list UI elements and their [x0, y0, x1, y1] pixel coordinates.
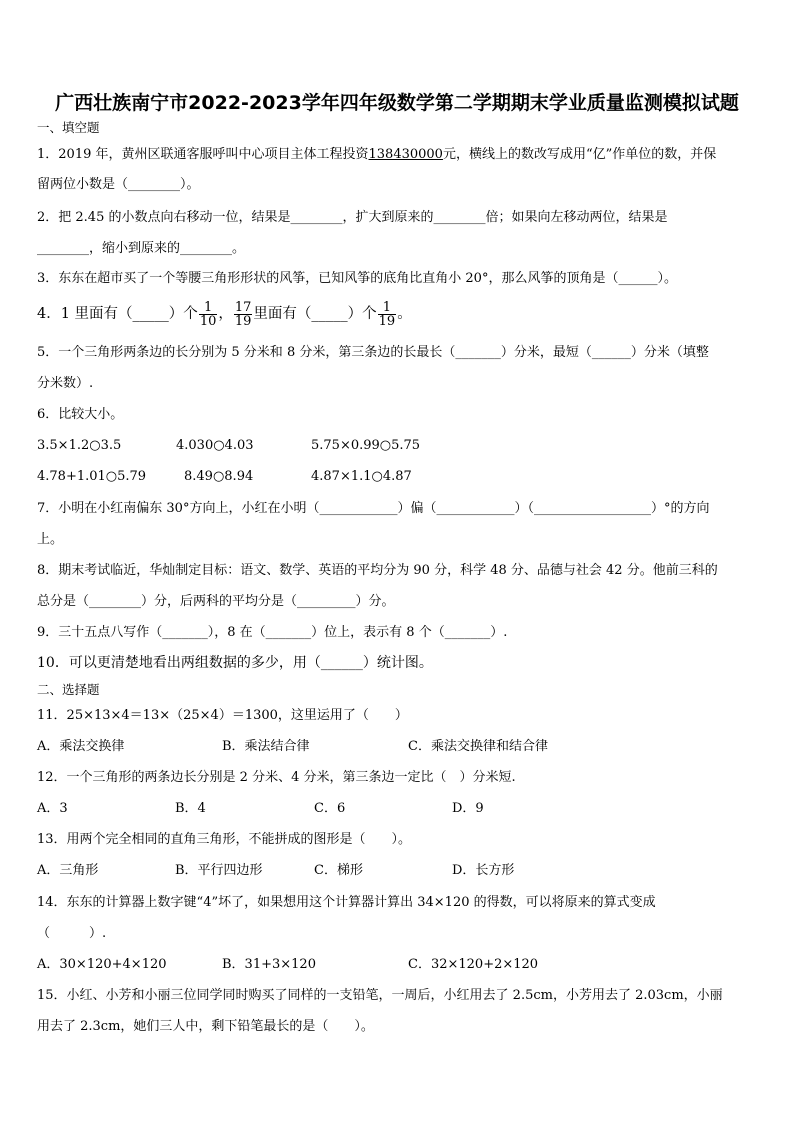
- question-10: 10．可以更清楚地看出两组数据的多少，用（______）统计图。: [37, 655, 433, 671]
- option-d: D．9: [452, 801, 484, 816]
- question-5-line2: 分米数）.: [37, 376, 94, 391]
- question-14-blank: （ ）.: [37, 926, 107, 941]
- fraction-numerator: 1: [378, 301, 397, 315]
- fraction-1-10: [199, 301, 218, 328]
- question-5-line1: 5．一个三角形两条边的长分别为 5 分米和 8 分米，第三条边的长最长（_______）分米，最短（______）分米（填整: [37, 345, 709, 360]
- q4-end: 。: [397, 306, 412, 322]
- option-a: A．3: [37, 801, 68, 816]
- option-b: B．4: [175, 801, 206, 816]
- q1-text-b: 元，横线上的数改写成用“亿”作单位的数，并保: [442, 147, 717, 162]
- q4-sep: ，: [218, 306, 233, 322]
- compare-item: 8.49○8.94: [184, 469, 254, 484]
- option-b: B．平行四边形: [175, 863, 263, 878]
- question-1-line2: 留两位小数是（________）。: [37, 177, 200, 192]
- question-12-stem: 12．一个三角形的两条边长分别是 2 分米、4 分米，第三条边一定比（ ）分米短.: [37, 770, 516, 785]
- fraction-denominator: 19: [378, 313, 396, 329]
- question-15-line1: 15．小红、小芳和小丽三位同学同时购买了同样的一支铅笔，一周后，小红用去了 2.5cm，小芳用去了 2.03cm，小丽: [37, 988, 723, 1003]
- option-a: A．乘法交换律: [37, 739, 125, 754]
- option-d: D．长方形: [452, 863, 515, 878]
- question-9: 9．三十五点八写作（_______），8 在（_______）位上，表示有 8 个（_______）.: [37, 625, 508, 640]
- option-c: C．6: [314, 801, 346, 816]
- fraction-denominator: 10: [199, 313, 217, 329]
- fraction-1-19: [378, 301, 397, 328]
- section-fill-heading: 一、填空题: [37, 120, 100, 135]
- question-2-line1: 2．把 2.45 的小数点向右移动一位，结果是________，扩大到原来的________倍；如果向左移动两位，结果是: [37, 210, 668, 225]
- question-7-line1: 7．小明在小红南偏东 30°方向上，小红在小明（____________）偏（____________）（__________________）°的方向: [37, 501, 710, 516]
- q1-text-a: 1．2019 年，黄州区联通客服呼叫中心项目主体工程投资: [37, 147, 369, 162]
- section-choice-heading: 二、选择题: [37, 682, 100, 697]
- compare-item: 5.75×0.99○5.75: [311, 438, 421, 453]
- option-a: A．30×120+4×120: [37, 957, 167, 972]
- compare-item: 4.87×1.1○4.87: [311, 469, 412, 484]
- option-b: B．31+3×120: [222, 957, 316, 972]
- option-c: C．梯形: [314, 863, 363, 878]
- question-8-line2: 总分是（________）分，后两科的平均分是（_________）分。: [37, 594, 395, 609]
- question-8-line1: 8．期末考试临近，华灿制定目标：语文、数学、英语的平均分为 90 分，科学 48 分、品德与社会 42 分。他前三科的: [37, 563, 718, 578]
- question-6-label: 6．比较大小。: [37, 407, 124, 422]
- option-b: B．乘法结合律: [222, 739, 310, 754]
- question-15-line2: 用去了 2.3cm，她们三人中，剩下铅笔最长的是（ ）。: [37, 1019, 374, 1034]
- question-14-stem: 14．东东的计算器上数字键“4”坏了，如果想用这个计算器计算出 34×120 的得数，可以将原来的算式变成: [37, 895, 656, 910]
- fraction-denominator: 19: [234, 313, 252, 329]
- question-11-stem: 11．25×13×4＝13×（25×4）＝1300，这里运用了（ ）: [37, 708, 408, 723]
- option-a: A．三角形: [37, 863, 99, 878]
- question-1-line1: [37, 147, 716, 163]
- compare-item: 4.030○4.03: [176, 438, 254, 453]
- fraction-numerator: 1: [199, 301, 218, 315]
- q1-number: 138430000: [368, 147, 443, 162]
- compare-item: 4.78+1.01○5.79: [37, 469, 147, 484]
- page-title: 广西壮族南宁市2022-2023学年四年级数学第二学期期末学业质量监测模拟试题: [55, 92, 739, 114]
- q4-text-b: 里面有（_____）个: [253, 306, 377, 322]
- fraction-17-19: [234, 301, 253, 328]
- question-4: [37, 297, 412, 331]
- question-13-stem: 13．用两个完全相同的直角三角形，不能拼成的图形是（ ）。: [37, 832, 412, 847]
- option-c: C．乘法交换律和结合律: [408, 739, 548, 754]
- option-c: C．32×120+2×120: [408, 957, 539, 972]
- q4-text-a: 4．1 里面有（_____）个: [37, 306, 198, 322]
- fraction-numerator: 17: [234, 299, 252, 315]
- question-7-line2: 上。: [37, 532, 64, 547]
- question-2-line2: ________，缩小到原来的________。: [37, 241, 246, 256]
- compare-item: 3.5×1.2○3.5: [37, 438, 122, 453]
- question-3: 3．东东在超市买了一个等腰三角形形状的风筝，已知风筝的底角比直角小 20°，那么风筝的顶角是（______）。: [37, 271, 677, 286]
